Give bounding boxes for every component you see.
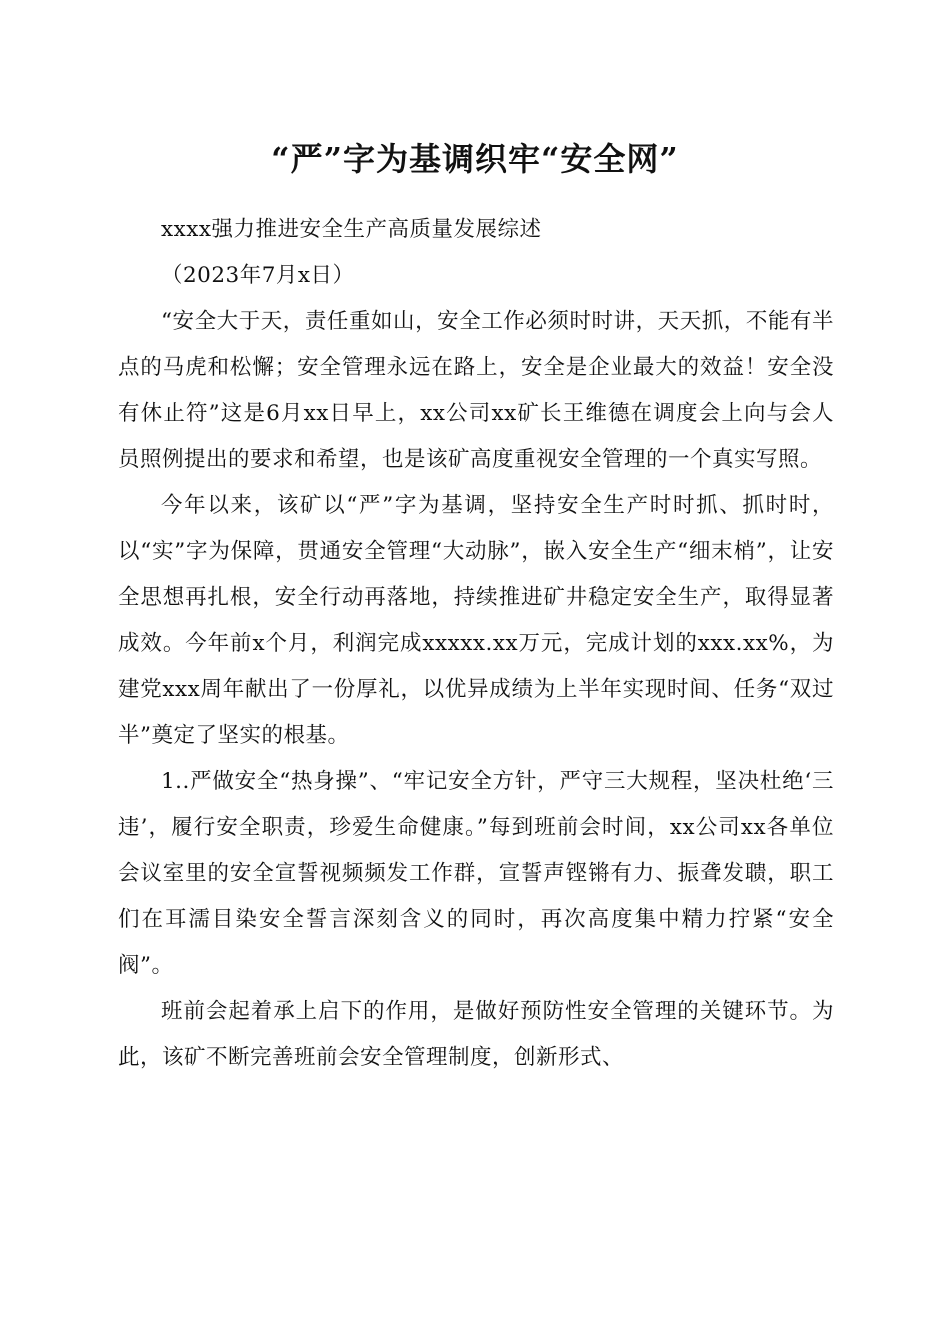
paragraph: 今年以来，该矿以“严”字为基调，坚持安全生产时时抓、抓时时，以“实”字为保障，贯通安全管理“大动脉”，嵌入安全生产“细末梢”，让安全思想再扎根，安全行动再落地，持续推进矿井稳定安全生产，取得显著成效。今年前x个月，利润完成xxxxx.xx万元，完成计划的xxx.xx%，为建党xxx周年献出了一份厚礼，以优异成绩为上半年实现时间、任务“双过半”奠定了坚实的根基。 [118, 493, 834, 748]
document-date: （2023年7月x日） [161, 263, 355, 288]
document-title: “严”字为基调织牢“安全网” [271, 140, 679, 178]
paragraph: 班前会起着承上启下的作用，是做好预防性安全管理的关键环节。为此，该矿不断完善班前会安全管理制度，创新形式、 [118, 999, 834, 1070]
document-subtitle: xxxx强力推进安全生产高质量发展综述 [161, 217, 542, 242]
document-body [118, 207, 834, 1081]
paragraph: “安全大于天，责任重如山，安全工作必须时时讲，天天抓，不能有半点的马虎和松懈；安全管理永远在路上，安全是企业最大的效益！安全没有休止符”这是6月xx日早上，xx公司xx矿长王维德在调度会上向与会人员照例提出的要求和希望，也是该矿高度重视安全管理的一个真实写照。 [118, 309, 834, 472]
paragraph: 1..严做安全“热身操”、“牢记安全方针，严守三大规程，坚决杜绝‘三违’，履行安全职责，珍爱生命健康。”每到班前会时间，xx公司xx各单位会议室里的安全宣誓视频频发工作群，宣誓声铿锵有力、振聋发聩，职工们在耳濡目染安全誓言深刻含义的同时，再次高度集中精力拧紧“安全阀”。 [118, 769, 834, 978]
